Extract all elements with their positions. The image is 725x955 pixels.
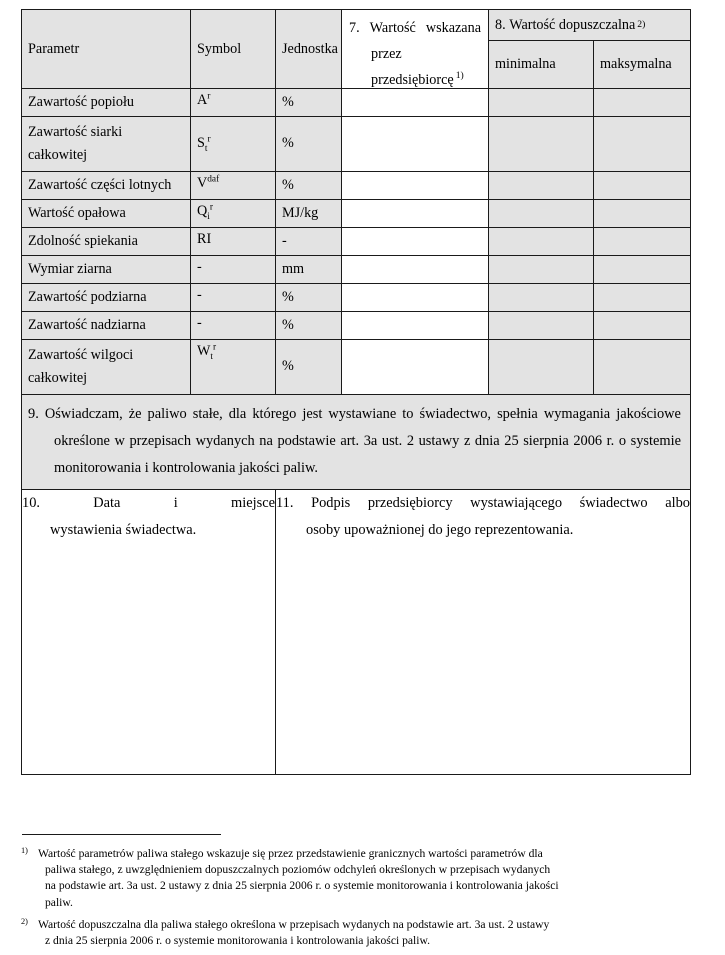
w: w — [114, 433, 125, 450]
declaration-number: 9. — [28, 406, 39, 422]
cell-unit — [276, 256, 342, 284]
w: z — [463, 433, 471, 450]
w: Podpis — [311, 495, 351, 512]
w: wystawiającego — [470, 495, 563, 512]
signature-row — [22, 490, 691, 775]
symbol-subscript: i — [207, 211, 210, 222]
declaration-line-1 — [28, 401, 681, 428]
cell-parameter — [22, 340, 191, 395]
footnotes-section — [21, 846, 689, 955]
symbol-superscript: r — [207, 133, 211, 144]
w: wymagania — [543, 406, 611, 422]
symbol-base: RI — [197, 231, 212, 247]
w: przepisach — [129, 433, 192, 450]
header-label-min: minimalna — [495, 56, 556, 72]
w: dla — [228, 406, 247, 422]
fuel-quality-parameters-table — [21, 9, 691, 775]
parameter-label-line1: Zawartość wilgoci — [28, 347, 134, 363]
cell-unit — [276, 200, 342, 228]
w: 2006 — [573, 433, 603, 450]
w: miejsce — [231, 495, 275, 512]
w: spełnia — [497, 406, 538, 422]
symbol-superscript: r — [209, 202, 213, 213]
cell-unit — [276, 228, 342, 256]
cell-parameter — [22, 89, 191, 117]
cell-max-value[interactable] — [594, 117, 691, 172]
header-col7-word2: wskazana — [425, 20, 481, 36]
parameter-label-line2: całkowitej — [28, 147, 88, 163]
cell-min-value[interactable] — [489, 89, 594, 117]
footnote-1 — [21, 846, 689, 911]
footnote-separator — [22, 834, 221, 835]
symbol-base: V — [197, 175, 208, 191]
unit-label: MJ/kg — [282, 205, 319, 221]
footnote-1-line3: na podstawie art. 3a ust. 2 ustawy z dnia 25 sierpnia 2006 r. o systemie monitorowania i kontrolowania jakości — [45, 879, 559, 893]
symbol-base: - — [197, 259, 202, 275]
cell-symbol — [191, 256, 276, 284]
w: na — [259, 433, 273, 450]
parameter-label: Zawartość podziarna — [28, 289, 147, 305]
header-cell-unit — [276, 10, 342, 89]
footnote-1-line2: paliwa stałego, z uwzględnieniem dopuszczalnych poziomów odchyleń określonych w przepisach wydanych — [45, 863, 551, 877]
table-row — [22, 312, 691, 340]
footnote-2 — [21, 917, 689, 949]
footnote-1-marker: 1) — [21, 846, 28, 855]
cell-symbol — [191, 89, 276, 117]
cell-unit — [276, 89, 342, 117]
unit-label: % — [282, 134, 294, 151]
table-row — [22, 172, 691, 200]
cell-unit — [276, 284, 342, 312]
header-col8-number: 8. — [495, 16, 506, 33]
w: ust. — [381, 433, 403, 450]
w: że — [128, 406, 142, 422]
w: o — [618, 433, 627, 450]
cell-declared-value[interactable] — [342, 228, 489, 256]
header-label-unit: Jednostka — [282, 40, 338, 57]
unit-label: % — [282, 357, 294, 374]
table-row — [22, 117, 691, 172]
cell-unit — [276, 312, 342, 340]
w: Oświadczam, — [44, 406, 123, 422]
w: art. — [340, 433, 360, 450]
cell-max-value[interactable] — [594, 340, 691, 395]
w: sierpnia — [523, 433, 569, 450]
cell-parameter — [22, 284, 191, 312]
item11-line-2: osoby upoważnionej do jego reprezentowania. — [306, 522, 574, 539]
parameter-label: Zawartość popiołu — [28, 94, 134, 110]
table-header-row — [22, 10, 691, 41]
cell-declared-value[interactable] — [342, 340, 489, 395]
cell-min-value[interactable] — [489, 200, 594, 228]
item10-line-2: wystawienia świadectwa. — [50, 522, 197, 539]
declaration-row — [22, 395, 691, 490]
cell-symbol — [191, 228, 276, 256]
cell-symbol — [191, 312, 276, 340]
w: i — [173, 495, 178, 512]
cell-max-value[interactable] — [594, 256, 691, 284]
cell-parameter — [22, 256, 191, 284]
header-col7-line2: przez — [371, 45, 402, 62]
header-cell-declared-value — [342, 10, 489, 89]
unit-label: % — [282, 317, 294, 333]
symbol-superscript: daf — [207, 174, 220, 185]
symbol-base: W — [197, 343, 211, 359]
item10-number: 10. — [22, 495, 40, 512]
date-place-cell[interactable] — [22, 490, 276, 775]
footnote-1-line4: paliw. — [45, 895, 73, 909]
cell-parameter — [22, 200, 191, 228]
unit-label: % — [282, 94, 294, 110]
cell-parameter — [22, 228, 191, 256]
table-row — [22, 340, 691, 395]
cell-symbol — [191, 172, 276, 200]
w: przedsiębiorcy — [367, 495, 453, 512]
unit-label: % — [282, 177, 294, 193]
symbol-subscript: t — [204, 143, 208, 154]
cell-unit — [276, 340, 342, 395]
cell-parameter — [22, 117, 191, 172]
symbol-subscript: t — [210, 351, 214, 362]
symbol-base: S — [197, 134, 205, 151]
cell-max-value[interactable] — [594, 284, 691, 312]
header-col7-line3: przedsiębiorcę — [371, 71, 454, 88]
cell-parameter — [22, 172, 191, 200]
item11-line-1 — [276, 490, 690, 517]
cell-max-value[interactable] — [594, 312, 691, 340]
symbol-base: - — [197, 287, 202, 303]
header-cell-min — [489, 41, 594, 89]
declaration-line-3: monitorowania i kontrolowania jakości paliw. — [54, 460, 319, 477]
header-col8-label: Wartość dopuszczalna — [509, 16, 636, 33]
cell-declared-value[interactable] — [342, 172, 489, 200]
symbol-base: A — [197, 92, 208, 108]
w: jakościowe — [616, 406, 681, 422]
cell-declared-value[interactable] — [342, 312, 489, 340]
symbol-superscript: r — [207, 91, 211, 102]
w: Data — [93, 495, 121, 512]
cell-symbol — [191, 200, 276, 228]
w: wystawiane — [328, 406, 397, 422]
cell-parameter — [22, 312, 191, 340]
cell-declared-value[interactable] — [342, 117, 489, 172]
cell-unit — [276, 117, 342, 172]
w: 25 — [504, 433, 519, 450]
footnote-2-marker: 2) — [21, 916, 28, 926]
item10-line-1 — [22, 490, 275, 517]
w: to — [402, 406, 414, 422]
header-col7-number: 7. — [349, 20, 360, 36]
footnote-2-line2: z dnia 25 sierpnia 2006 r. o systemie monitorowania i kontrolowania jakości paliw. — [45, 934, 430, 948]
header-col7-word1: Wartość — [369, 20, 416, 36]
cell-max-value[interactable] — [594, 200, 691, 228]
footnote-ref-1: 1) — [455, 69, 464, 81]
footnote-1-line1: Wartość parametrów paliwa stałego wskazuje się przez przedstawienie granicznych wartości parametrów dla — [38, 847, 543, 860]
cell-symbol — [191, 117, 276, 172]
table-row — [22, 256, 691, 284]
w: paliwo — [147, 406, 187, 422]
w: r. — [606, 433, 615, 450]
cell-declared-value[interactable] — [342, 200, 489, 228]
w: podstawie — [277, 433, 336, 450]
header-cell-parameter — [22, 10, 191, 89]
parameter-label: Wartość opałowa — [28, 205, 126, 221]
w: świadectwo — [579, 495, 648, 512]
w: dnia — [474, 433, 500, 450]
cell-max-value[interactable] — [594, 89, 691, 117]
cell-min-value[interactable] — [489, 312, 594, 340]
cell-min-value[interactable] — [489, 284, 594, 312]
declaration-cell — [22, 395, 691, 490]
header-cell-max — [594, 41, 691, 89]
w: stałe, — [192, 406, 223, 422]
header-label-symbol: Symbol — [197, 40, 242, 57]
parameter-label: Zdolność spiekania — [28, 233, 138, 249]
unit-label: % — [282, 289, 294, 305]
table-row — [22, 284, 691, 312]
w: ustawy — [418, 433, 460, 450]
w: określone — [54, 433, 110, 450]
symbol-superscript: r — [213, 342, 217, 353]
symbol-base: - — [197, 315, 202, 331]
header-cell-allowed-value: 8. Wartość dopuszczalna 2) — [489, 10, 691, 41]
cell-min-value[interactable] — [489, 228, 594, 256]
cell-min-value[interactable] — [489, 256, 594, 284]
unit-label: mm — [282, 261, 305, 277]
symbol-base: Q — [197, 203, 208, 219]
signature-cell[interactable] — [276, 490, 691, 775]
cell-min-value[interactable] — [489, 340, 594, 395]
table-row — [22, 200, 691, 228]
cell-symbol — [191, 284, 276, 312]
w: albo — [665, 495, 690, 512]
parameter-label: Zawartość części lotnych — [28, 177, 172, 193]
parameter-label: Zawartość nadziarna — [28, 317, 146, 333]
w: jest — [302, 406, 323, 422]
cell-symbol — [191, 340, 276, 395]
header-cell-symbol — [191, 10, 276, 89]
parameter-label: Wymiar ziarna — [28, 261, 112, 277]
w: świadectwo, — [419, 406, 492, 422]
w: 3a — [363, 433, 378, 450]
w: wydanych — [195, 433, 255, 450]
cell-max-value[interactable] — [594, 172, 691, 200]
footnote-2-line1: Wartość dopuszczalna dla paliwa stałego określona w przepisach wydanych na podstawie art. 3a ust. 2 ustawy — [38, 917, 550, 931]
cell-min-value[interactable] — [489, 172, 594, 200]
cell-declared-value[interactable] — [342, 256, 489, 284]
parameter-label-line2: całkowitej — [28, 370, 88, 386]
declaration-line-2 — [28, 428, 681, 455]
w: systemie — [630, 433, 681, 450]
w: 2 — [406, 433, 415, 450]
header-label-parameter: Parametr — [28, 40, 80, 57]
parameter-label-line1: Zawartość siarki — [28, 124, 123, 140]
cell-unit — [276, 172, 342, 200]
cell-min-value[interactable] — [489, 117, 594, 172]
item11-number: 11. — [276, 495, 294, 512]
header-label-max: maksymalna — [600, 56, 672, 72]
cell-declared-value[interactable] — [342, 284, 489, 312]
w: którego — [252, 406, 297, 422]
declaration-text — [22, 395, 690, 489]
cell-max-value[interactable] — [594, 228, 691, 256]
unit-label: - — [282, 233, 287, 249]
table-row — [22, 228, 691, 256]
